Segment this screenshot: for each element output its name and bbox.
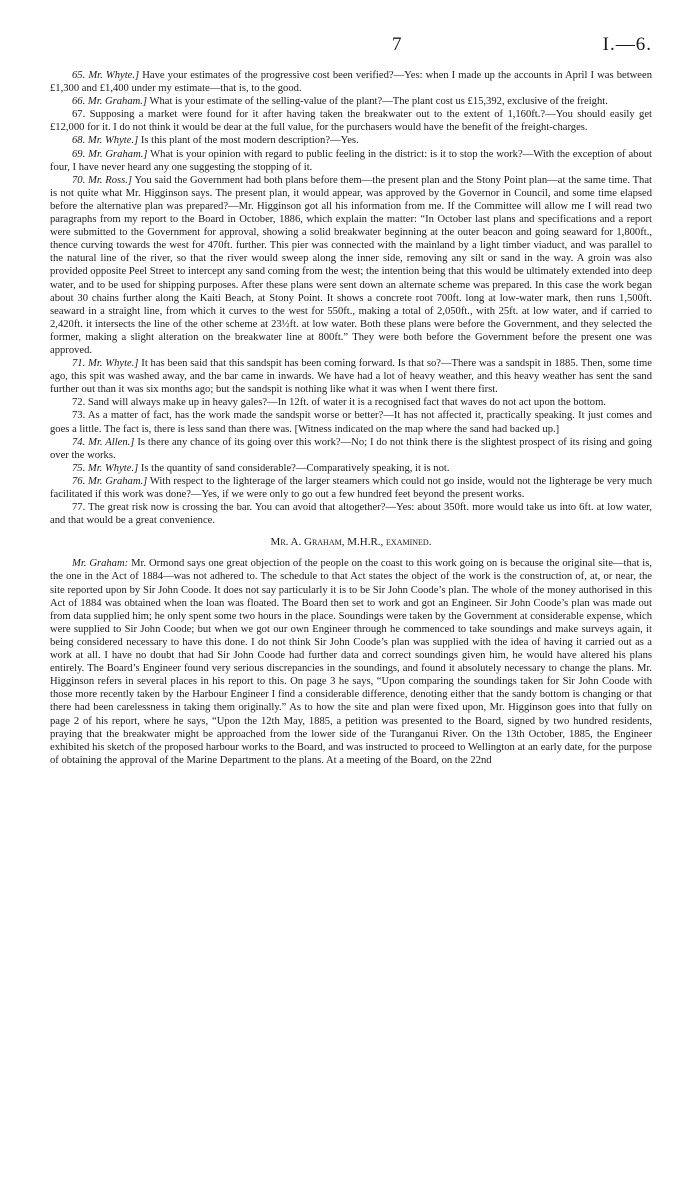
paragraph-69: [50, 148, 652, 174]
page-number: 7: [392, 34, 402, 55]
paragraph-text: Mr. Ormond says one great objection of the people on the coast to this work going on is because the original site—that is, the one in the Act of 1884—was not adhered to. The schedule to that Act states the object of the work is the construction of, at, or near, the site reported upon by Sir John Coode. It does not say particularly it is to be Sir John Coode’s plan. The whole of the money authorised in this Act of 1884 was obtained when the loan was floated. The Board then set to work and got an Engineer. Sir John Coode’s plan was made out from data supplied him; he only spent some two hours in the place. Soundings were taken by the Government at considerable expense, which were supplied to Sir John Coode; but when we got our own Engineer through he commenced to take soundings and make surveys again, it being considered necessary to have this done. I do not think Sir John Coode’s plan was supplied with the idea of having it carried out as a work at all. I have no doubt that had Sir John Coode had further data and correct soundings given him, he would have altered his plans entirely. The Board’s Engineer found very serious discrepancies in the soundings, and found it absolutely necessary to change the plans. Mr. Higginson refers in several places in his report to this. On page 3 he says, “Upon comparing the soundings taken for Sir John Coode with those more recently taken by the Harbour Engineer I find a considerable difference, denoting either that the sandy bottom is changing or that there had been carelessness in taking them originally.” As to how the site and plan were fixed upon, Mr. Higginson goes into that fully on page 2 of his report, where he says, “Upon the 12th May, 1885, a petition was presented to the Board, signed by two hundred residents, praying that the breakwater might be approached from the lower side of the Turanganui River. On the 13th October, 1885, the Engineer exhibited his sketch of the proposed harbour works to the Board, and was instructed to proceed to Wellington at an early date, for the purpose of obtaining the approval of the Marine Department to the plans. At a meeting of the Board, on the 22nd: [50, 558, 652, 766]
paragraph-text: You said the Government had both plans before them—the present plan and the Stony Point plan—at the same time. That is not quite what Mr. Higginson says. The present plan, it would appear, was approved by the Governor in Council, and some time elapsed before the alternative plan was prepared?—Mr. Higginson got all his information from me. If the Committee will allow me I will read two paragraphs from my report to the Board in October, 1886, which explain the matter: “In October last plans and specifications and a report were submitted to the Government for approval, showing a solid breakwater beginning at the outer beacon and going seaward for 1,800ft., thence curving towards the west for 470ft. further. This pier was connected with the mainland by a light timber viaduct, and was parallel to the natural line of the river, so that the river would sweep along the inner side, removing any silt or sand in the way. A groin was also provided opposite Peel Street to intercept any sand coming from the west; the intention being that this would be ultimately extended into deep water, and to be used for shipping purposes. After these plans were sent down an alternate scheme was prepared. In this case the work began about 30 chains further along the Kaiti Beach, at Stony Point. It shows a concrete root 700ft. long at low-water mark, then runs 1,500ft. seaward in a straight line, from which it curves to the west for 550ft., making a total of 2,050ft., with 25ft. at low water, and if carried to 2,420ft. it intersects the line of the other scheme at 23½ft. at low water. Both these plans were before the Government, and they selected the former, making a slight alteration on the breakwater line at 800ft.” They were both before the Government before the present one was approved.: [50, 174, 652, 356]
paragraph-text: What is your opinion with regard to public feeling in the district: is it to stop the work?—With the exception of about four, I have never heard any one suggesting the stopping of it.: [50, 148, 652, 173]
paragraph-66: [50, 95, 652, 108]
speaker-label: 69. Mr. Graham.]: [72, 148, 148, 160]
speaker-label: 71. Mr. Whyte.]: [72, 358, 139, 370]
paragraph-text: Is this plant of the most modern description?—Yes.: [138, 135, 359, 147]
speaker-label: 70. Mr. Ross.]: [72, 174, 133, 186]
paragraph-text: Is the quantity of sand considerable?—Comparatively speaking, it is not.: [138, 462, 450, 474]
speaker-label: 66. Mr. Graham.]: [72, 96, 148, 108]
paragraph-74: [50, 436, 652, 462]
paragraph-text: 73. As a matter of fact, has the work made the sandspit worse or better?—It has not affected it, practically speaking. It just comes and goes a little. The fact is, there is less sand than there was. [Witness indicated on the map where the sand had backed up.]: [50, 410, 652, 435]
page-header: [50, 34, 652, 56]
document-reference: I.—6.: [602, 34, 652, 55]
section-heading: Mr. A. Graham, M.H.R., examined.: [270, 536, 432, 549]
paragraph-65: [50, 69, 652, 95]
paragraph-71: [50, 357, 652, 396]
paragraph-text: Have your estimates of the progressive cost been verified?—Yes: when I made up the accounts in April I was between £1,300 and £1,400 under my estimate—that is, to the good.: [50, 70, 653, 95]
paragraph-70: [50, 174, 652, 357]
speaker-label: 74. Mr. Allen.]: [72, 436, 135, 448]
speaker-label: 76. Mr. Graham.]: [72, 475, 148, 487]
paragraph-text: With respect to the lighterage of the larger steamers which could not go inside, would not the lighterage be very much facilitated if this work was done?—Yes, if we were only to go out a few hundred feet beyond the present works.: [50, 475, 652, 500]
paragraph-73: [50, 409, 652, 435]
paragraph-76: [50, 475, 652, 501]
speaker-label: 68. Mr. Whyte.]: [72, 135, 139, 147]
speaker-label: 75. Mr. Whyte.]: [72, 462, 139, 474]
section-statement: [50, 557, 652, 767]
body-text: [50, 69, 652, 767]
paragraph-72: [50, 396, 652, 409]
speaker-label: Mr. Graham:: [72, 558, 129, 570]
paragraph-77: [50, 501, 652, 527]
paragraph-text: 72. Sand will always make up in heavy gales?—In 12ft. of water it is a recognised fact that waves do not act upon the bottom.: [72, 397, 606, 409]
paragraph-text: Is there any chance of its going over this work?—No; I do not think there is the slightest prospect of its rising and going over the works.: [50, 436, 652, 461]
paragraph-text: 77. The great risk now is crossing the bar. You can avoid that altogether?—Yes: about 350ft. more would take us into 6ft. at low water, and that would be a great convenience.: [50, 502, 652, 527]
paragraph-text: What is your estimate of the selling-value of the plant?—The plant cost us £15,392, exclusive of the freight.: [147, 96, 608, 108]
paragraph-text: 67. Supposing a market were found for it after having taken the breakwater out to the extent of 1,160ft.?—You should easily get £12,000 for it. I do not think it would be dear at the full value, for the purchasers would have the benefit of the freight-charges.: [50, 109, 652, 134]
paragraph-text: It has been said that this sandspit has been coming forward. Is that so?—There was a sandspit in 1885. Then, some time ago, this spit was washed away, and the bar came in inwards. We have had a lot of heavy weather, and this heavy weather has sent the sand further out than it was six months ago; but the sandspit is nothing like what it was when I went there first.: [50, 358, 652, 396]
paragraph-68: [50, 134, 652, 147]
paragraph-75: [50, 462, 652, 475]
paragraph-67: [50, 108, 652, 134]
speaker-label: 65. Mr. Whyte.]: [72, 70, 140, 81]
